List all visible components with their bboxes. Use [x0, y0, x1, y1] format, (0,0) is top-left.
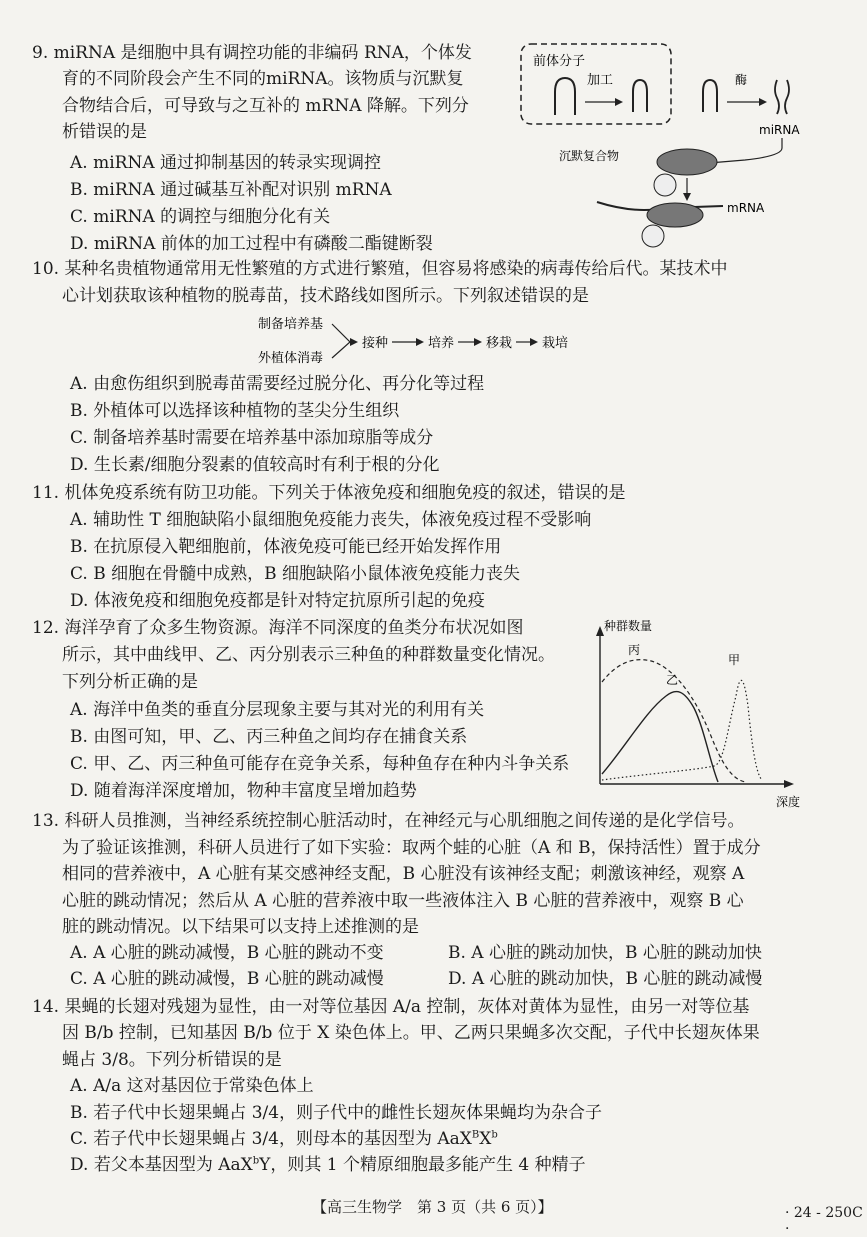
- tissue-culture-flow: [250, 312, 590, 370]
- mrna-label: mRNA: [727, 201, 765, 215]
- mirna-strands: [775, 80, 789, 114]
- q13-stem-line: 心脏的跳动情况；然后从 A 心脏的营养液中取一些液体注入 B 心脏的营养液中，观察 B 心: [62, 891, 744, 911]
- q9-stem-line: 合物结合后，可导致与之互补的 mRNA 降解。下列分: [62, 96, 469, 116]
- q14-option-d-text: D. 若父本基因型为 AaX: [70, 1155, 253, 1175]
- flow-step: 栽培: [542, 336, 569, 351]
- x-axis-label: 深度: [776, 795, 801, 809]
- curve-label-bing: 丙: [628, 643, 641, 657]
- q14-stem-line: 因 B/b 控制，已知基因 B/b 位于 X 染色体上。甲、乙两只果蝇多次交配，子代中长翅灰体果: [62, 1023, 760, 1043]
- enzyme-label: 酶: [735, 73, 748, 87]
- q13-stem-line: 脏的跳动情况。以下结果可以支持上述推测的是: [62, 917, 419, 937]
- silencing-complex: [654, 149, 717, 196]
- q9-option-c: C. miRNA 的调控与细胞分化有关: [70, 207, 331, 227]
- q11-option-b: B. 在抗原侵入靶细胞前，体液免疫可能已经开始发挥作用: [70, 537, 502, 557]
- q9-stem-line: 析错误的是: [62, 122, 147, 142]
- q13-option-b: B. A 心脏的跳动加快，B 心脏的跳动加快: [448, 943, 762, 963]
- q13-option-d: D. A 心脏的跳动加快，B 心脏的跳动减慢: [448, 969, 763, 989]
- mirna-label: miRNA: [759, 123, 800, 137]
- q12-option-b: B. 由图可知，甲、乙、丙三种鱼之间均存在捕食关系: [70, 727, 468, 747]
- exam-code: · 24 - 250C ·: [785, 1205, 863, 1237]
- q9-stem-line: 育的不同阶段会产生不同的miRNA。该物质与沉默复: [62, 69, 464, 89]
- q9-option-d: D. miRNA 前体的加工过程中有磷酸二酯键断裂: [70, 234, 433, 254]
- precursor-hairpin: [555, 78, 575, 115]
- q12-option-c: C. 甲、乙、丙三种鱼可能存在竞争关系，每种鱼存在种内斗争关系: [70, 754, 570, 774]
- superscript: b: [252, 1155, 260, 1167]
- q13-stem-line: 13. 科研人员推测，当神经系统控制心脏活动时，在神经元与心肌细胞之间传递的是化学信号。: [32, 811, 745, 831]
- flow-input-medium: 制备培养基: [258, 317, 324, 332]
- q10-stem-line: 心计划获取该种植物的脱毒苗，技术路线如图所示。下列叙述错误的是: [62, 286, 589, 306]
- q9-stem-line: 9. miRNA 是细胞中具有调控功能的非编码 RNA，个体发: [32, 43, 472, 63]
- exported-hairpin: [703, 80, 717, 112]
- q12-stem-line: 所示，其中曲线甲、乙、丙分别表示三种鱼的种群数量变化情况。: [62, 645, 555, 665]
- q13-stem-line: 相同的营养液中，A 心脏有某交感神经支配，B 心脏没有该神经支配；刺激该神经，观察 A: [62, 864, 745, 884]
- q9-option-a: A. miRNA 通过抑制基因的转录实现调控: [70, 153, 381, 173]
- q13-stem-line: 为了验证该推测，科研人员进行了如下实验：取两个蛙的心脏（A 和 B，保持活性）置于成分: [62, 838, 761, 858]
- q14-option-c-text: C. 若子代中长翅果蝇占 3/4，则母本的基因型为 AaX: [70, 1129, 472, 1149]
- mirna-pathway-figure: [515, 40, 815, 252]
- q12-option-a: A. 海洋中鱼类的垂直分层现象主要与其对光的利用有关: [70, 700, 485, 720]
- q10-option-d: D. 生长素/细胞分裂素的值较高时有利于根的分化: [70, 455, 440, 475]
- q11-stem-line: 11. 机体免疫系统有防卫功能。下列关于体液免疫和细胞免疫的叙述，错误的是: [32, 483, 626, 503]
- q10-stem-line: 10. 某种名贵植物通常用无性繁殖的方式进行繁殖，但容易将感染的病毒传给后代。某技术中: [32, 259, 728, 279]
- q14-option-b: B. 若子代中长翅果蝇占 3/4，则子代中的雌性长翅灰体果蝇均为杂合子: [70, 1103, 603, 1123]
- flow-step: 培养: [428, 336, 455, 351]
- processed-hairpin: [633, 80, 647, 112]
- flow-step: 接种: [362, 336, 389, 351]
- q13-option-a: A. A 心脏的跳动减慢，B 心脏的跳动不变: [70, 943, 384, 963]
- bound-silencing-complex: [642, 203, 703, 247]
- q14-option-c-mid: X: [479, 1129, 492, 1149]
- q10-option-b: B. 外植体可以选择该种植物的茎尖分生组织: [70, 401, 400, 421]
- q14-stem-line: 14. 果蝇的长翅对残翅为显性，由一对等位基因 A/a 控制，灰体对黄体为显性，由另一对等位基: [32, 997, 750, 1017]
- q13-option-c: C. A 心脏的跳动减慢，B 心脏的跳动减慢: [70, 969, 384, 989]
- curve-yi: [602, 692, 718, 782]
- page-footer: 【高三生物学 第 3 页（共 6 页）】: [312, 1198, 553, 1216]
- q10-option-c: C. 制备培养基时需要在培养基中添加琼脂等成分: [70, 428, 434, 448]
- q12-stem-line: 12. 海洋孕育了众多生物资源。海洋不同深度的鱼类分布状况如图: [32, 618, 524, 638]
- q14-option-d-rest: Y，则其 1 个精原细胞最多能产生 4 种精子: [259, 1155, 586, 1175]
- curve-label-jia: 甲: [728, 653, 741, 667]
- q12-option-d: D. 随着海洋深度增加，物种丰富度呈增加趋势: [70, 781, 417, 801]
- flow-input-disinfect: 外植体消毒: [258, 351, 324, 366]
- superscript: b: [491, 1129, 498, 1141]
- curve-jia: [602, 680, 762, 780]
- q14-option-c: [70, 1127, 498, 1151]
- superscript: B: [471, 1129, 480, 1141]
- y-axis-label: 种群数量: [604, 619, 653, 633]
- fish-distribution-graph: [586, 616, 816, 812]
- q12-stem-line: 下列分析正确的是: [62, 672, 198, 692]
- silencing-complex-label: 沉默复合物: [559, 149, 620, 163]
- q11-option-d: D. 体液免疫和细胞免疫都是针对特定抗原所引起的免疫: [70, 591, 485, 611]
- q11-option-a: A. 辅助性 T 细胞缺陷小鼠细胞免疫能力丧失，体液免疫过程不受影响: [70, 510, 592, 530]
- precursor-label: 前体分子: [533, 54, 586, 69]
- q10-option-a: A. 由愈伤组织到脱毒苗需要经过脱分化、再分化等过程: [70, 374, 485, 394]
- processing-label: 加工: [587, 73, 614, 88]
- q14-option-a: A. A/a 这对基因位于常染色体上: [70, 1076, 314, 1096]
- flow-step: 移栽: [486, 336, 513, 351]
- q9-option-b: B. miRNA 通过碱基互补配对识别 mRNA: [70, 180, 392, 200]
- curve-label-yi: 乙: [666, 673, 679, 687]
- q14-stem-line: 蝇占 3/8。下列分析错误的是: [62, 1050, 282, 1070]
- q14-option-d: [70, 1153, 586, 1177]
- q11-option-c: C. B 细胞在骨髓中成熟，B 细胞缺陷小鼠体液免疫能力丧失: [70, 564, 521, 584]
